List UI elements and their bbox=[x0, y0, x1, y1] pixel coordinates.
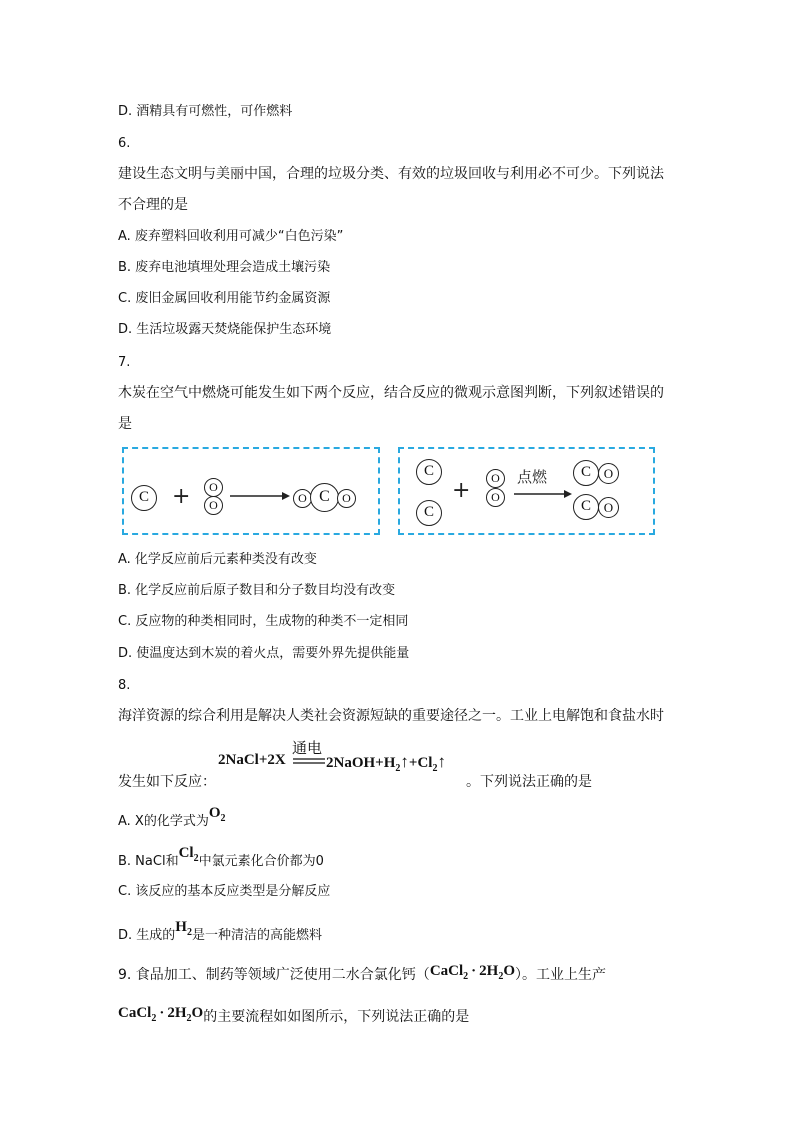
q9-stem-after: ）。工业上生产 bbox=[515, 967, 607, 983]
oxygen-atom: O bbox=[486, 469, 505, 488]
equation-cl2-subscript: 2 bbox=[432, 763, 438, 774]
q9-stem-line2 bbox=[118, 1005, 470, 1032]
formula-o: O bbox=[503, 963, 516, 979]
q8-option-a bbox=[118, 805, 226, 836]
equals-sign-icon bbox=[293, 757, 325, 765]
carbon-atom: C bbox=[416, 500, 442, 526]
q8-stem-prefix: 发生如下反应： bbox=[118, 774, 216, 790]
q6-stem-line2: 不合理的是 bbox=[118, 197, 188, 213]
reaction-diagram-co2 bbox=[122, 447, 380, 535]
option-b-suffix: 中氯元素化合价都为0 bbox=[198, 854, 324, 869]
formula-subscript: 2 bbox=[220, 813, 226, 824]
q7-stem-line2: 是 bbox=[118, 416, 132, 432]
oxygen-atom: O bbox=[486, 488, 505, 507]
formula-subscript: 2 bbox=[186, 1013, 192, 1024]
formula-h: H bbox=[175, 919, 187, 935]
q7-option-d: D. 使温度达到木炭的着火点，需要外界先提供能量 bbox=[118, 646, 410, 661]
option-a-formula bbox=[208, 805, 226, 824]
q7-stem-line1: 木炭在空气中燃烧可能发生如下两个反应，结合反应的微观示意图判断，下列叙述错误的 bbox=[118, 385, 664, 401]
option-d-text: D. 生成的 bbox=[118, 928, 176, 943]
q8-number: 8. bbox=[118, 678, 131, 693]
q6-option-c: C. 废旧金属回收利用能节约金属资源 bbox=[118, 291, 331, 306]
formula-cacl: CaCl bbox=[429, 963, 464, 979]
formula-cacl: CaCl bbox=[118, 1005, 152, 1021]
carbon-atom: C bbox=[416, 459, 442, 485]
formula-o: O bbox=[191, 1005, 204, 1021]
formula-2h: 2H bbox=[479, 963, 499, 979]
carbon-atom: C bbox=[310, 483, 339, 512]
carbon-atom: C bbox=[131, 485, 157, 511]
oxygen-atom: O bbox=[204, 478, 223, 497]
formula-subscript: 2 bbox=[186, 927, 192, 938]
option-d-formula bbox=[175, 919, 192, 938]
q9-formula-cacl2 bbox=[118, 1005, 204, 1024]
q6-stem-line1: 建设生态文明与美丽中国，合理的垃圾分类、有效的垃圾回收与利用必不可少。下列说法 bbox=[118, 166, 664, 182]
q6-option-d: D. 生活垃圾露天焚烧能保护生态环境 bbox=[118, 322, 332, 337]
equation-products: 2NaOH+H bbox=[326, 755, 396, 771]
equation-right bbox=[326, 752, 446, 774]
q8-stem-line1: 海洋资源的综合利用是解决人类社会资源短缺的重要途径之一。工业上电解饱和食盐水时 bbox=[118, 708, 664, 724]
formula-2h: 2H bbox=[167, 1005, 187, 1021]
formula-subscript: 2 bbox=[193, 853, 199, 864]
option-b-formula bbox=[178, 845, 199, 864]
gas-arrow-icon: ↑ bbox=[400, 752, 409, 771]
option-a-text: A. X的化学式为 bbox=[118, 814, 209, 829]
formula-subscript: 2 bbox=[463, 971, 469, 982]
formula-cl: Cl bbox=[178, 845, 194, 861]
q9-stem-line2-text: 的主要流程如如图所示，下列说法正确的是 bbox=[203, 1009, 470, 1025]
formula-dot: · bbox=[471, 963, 477, 979]
oxygen-atom: O bbox=[598, 497, 619, 518]
reaction-diagram-co bbox=[398, 447, 655, 535]
q8-option-d bbox=[118, 919, 322, 950]
q8-option-c: C. 该反应的基本反应类型是分解反应 bbox=[118, 884, 331, 899]
q7-option-b: B. 化学反应前后原子数目和分子数目均没有改变 bbox=[118, 583, 396, 598]
q7-option-c: C. 反应物的种类相同时，生成物的种类不一定相同 bbox=[118, 614, 409, 629]
equation-left: 2NaCl+2X bbox=[218, 752, 286, 768]
formula-subscript: 2 bbox=[498, 971, 504, 982]
q7-number: 7. bbox=[118, 355, 131, 370]
equation-condition: 通电 bbox=[292, 739, 323, 757]
q5-option-d: D. 酒精具有可燃性，可作燃料 bbox=[118, 104, 293, 119]
carbon-atom: C bbox=[573, 494, 599, 520]
q9-stem-line1 bbox=[118, 963, 607, 990]
q9-formula-cacl2 bbox=[429, 963, 516, 982]
q6-option-b: B. 废弃电池填埋处理会造成土壤污染 bbox=[118, 260, 331, 275]
gas-arrow-icon: ↑ bbox=[437, 752, 446, 771]
oxygen-atom: O bbox=[337, 489, 356, 508]
option-d-suffix: 是一种清洁的高能燃料 bbox=[191, 928, 322, 943]
q8-option-b bbox=[118, 845, 324, 876]
carbon-atom: C bbox=[573, 460, 599, 486]
q8-stem-suffix: 。下列说法正确的是 bbox=[466, 774, 592, 790]
reaction-condition: 点燃 bbox=[517, 468, 548, 486]
q9-stem-text: 9. 食品加工、制药等领域广泛使用二水合氯化钙（ bbox=[118, 967, 430, 983]
formula-dot: · bbox=[159, 1005, 165, 1021]
option-b-text: B. NaCl和 bbox=[118, 854, 179, 869]
plus-sign: + bbox=[452, 478, 471, 503]
oxygen-atom: O bbox=[598, 463, 619, 484]
oxygen-atom: O bbox=[204, 496, 223, 515]
equation-h2-subscript: 2 bbox=[395, 763, 401, 774]
q7-option-a: A. 化学反应前后元素种类没有改变 bbox=[118, 552, 317, 567]
reaction-arrow-icon bbox=[512, 487, 574, 501]
formula-subscript: 2 bbox=[151, 1013, 157, 1024]
oxygen-atom: O bbox=[293, 489, 312, 508]
reaction-arrow-icon bbox=[228, 489, 292, 503]
formula-o: O bbox=[208, 805, 221, 821]
plus-sign: + bbox=[172, 484, 191, 509]
q6-number: 6. bbox=[118, 136, 131, 151]
equation-cl: +Cl bbox=[408, 755, 433, 771]
q6-option-a: A. 废弃塑料回收利用可减少“白色污染” bbox=[118, 229, 344, 244]
